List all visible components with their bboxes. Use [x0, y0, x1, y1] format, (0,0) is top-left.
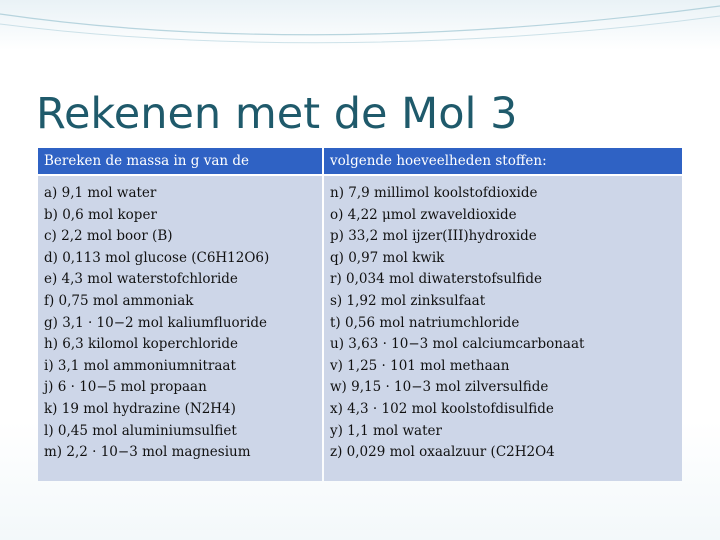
list-item: p) 33,2 mol ijzer(III)hydroxide [330, 228, 537, 245]
list-item: n) 7,9 millimol koolstofdioxide [330, 185, 538, 201]
list-item: i) 3,1 mol ammoniumnitraat [44, 357, 236, 374]
table-header-row [38, 148, 682, 174]
list-item: a) 9,1 mol water [44, 185, 157, 201]
list-item: r) 0,034 mol diwaterstofsulfide [330, 271, 542, 288]
list-item: q) 0,97 mol kwik [330, 249, 445, 266]
list-item: b) 0,6 mol koper [44, 206, 157, 223]
list-item: o) 4,22 μmol zwaveldioxide [330, 206, 517, 223]
left-column-cell [38, 176, 322, 481]
decorative-swoosh [0, 0, 720, 60]
list-item: d) 0,113 mol glucose (C6H12O6) [44, 249, 270, 266]
right-exercise-list [330, 183, 676, 464]
list-item: m) 2,2 · 10−3 mol magnesium [44, 444, 251, 461]
list-item: v) 1,25 · 101 mol methaan [330, 357, 510, 374]
left-exercise-list [44, 183, 316, 464]
list-item: y) 1,1 mol water [330, 422, 442, 439]
header-cell-left: Bereken de massa in g van de [38, 148, 322, 174]
list-item: e) 4,3 mol waterstofchloride [44, 271, 238, 288]
list-item: s) 1,92 mol zinksulfaat [330, 292, 486, 309]
list-item: x) 4,3 · 102 mol koolstofdisulfide [330, 400, 554, 417]
list-item: l) 0,45 mol aluminiumsulfiet [44, 422, 237, 439]
table-row [38, 176, 682, 481]
list-item: w) 9,15 · 10−3 mol zilversulfide [330, 379, 549, 396]
list-item: f) 0,75 mol ammoniak [44, 292, 194, 309]
list-item: u) 3,63 · 10−3 mol calciumcarbonaat [330, 336, 585, 353]
list-item: h) 6,3 kilomol koperchloride [44, 336, 238, 353]
list-item: k) 19 mol hydrazine (N2H4) [44, 400, 236, 417]
list-item: t) 0,56 mol natriumchloride [330, 314, 520, 331]
list-item: c) 2,2 mol boor (B) [44, 228, 173, 245]
list-item: z) 0,029 mol oxaalzuur (C2H2O4 [330, 444, 555, 461]
right-column-cell [324, 176, 682, 481]
exercise-table [36, 146, 684, 483]
slide-title: Rekenen met de Mol 3 [36, 89, 518, 139]
list-item: g) 3,1 · 10−2 mol kaliumfluoride [44, 314, 268, 331]
list-item: j) 6 · 10−5 mol propaan [44, 379, 207, 396]
header-cell-right: volgende hoeveelheden stoffen: [324, 148, 682, 174]
